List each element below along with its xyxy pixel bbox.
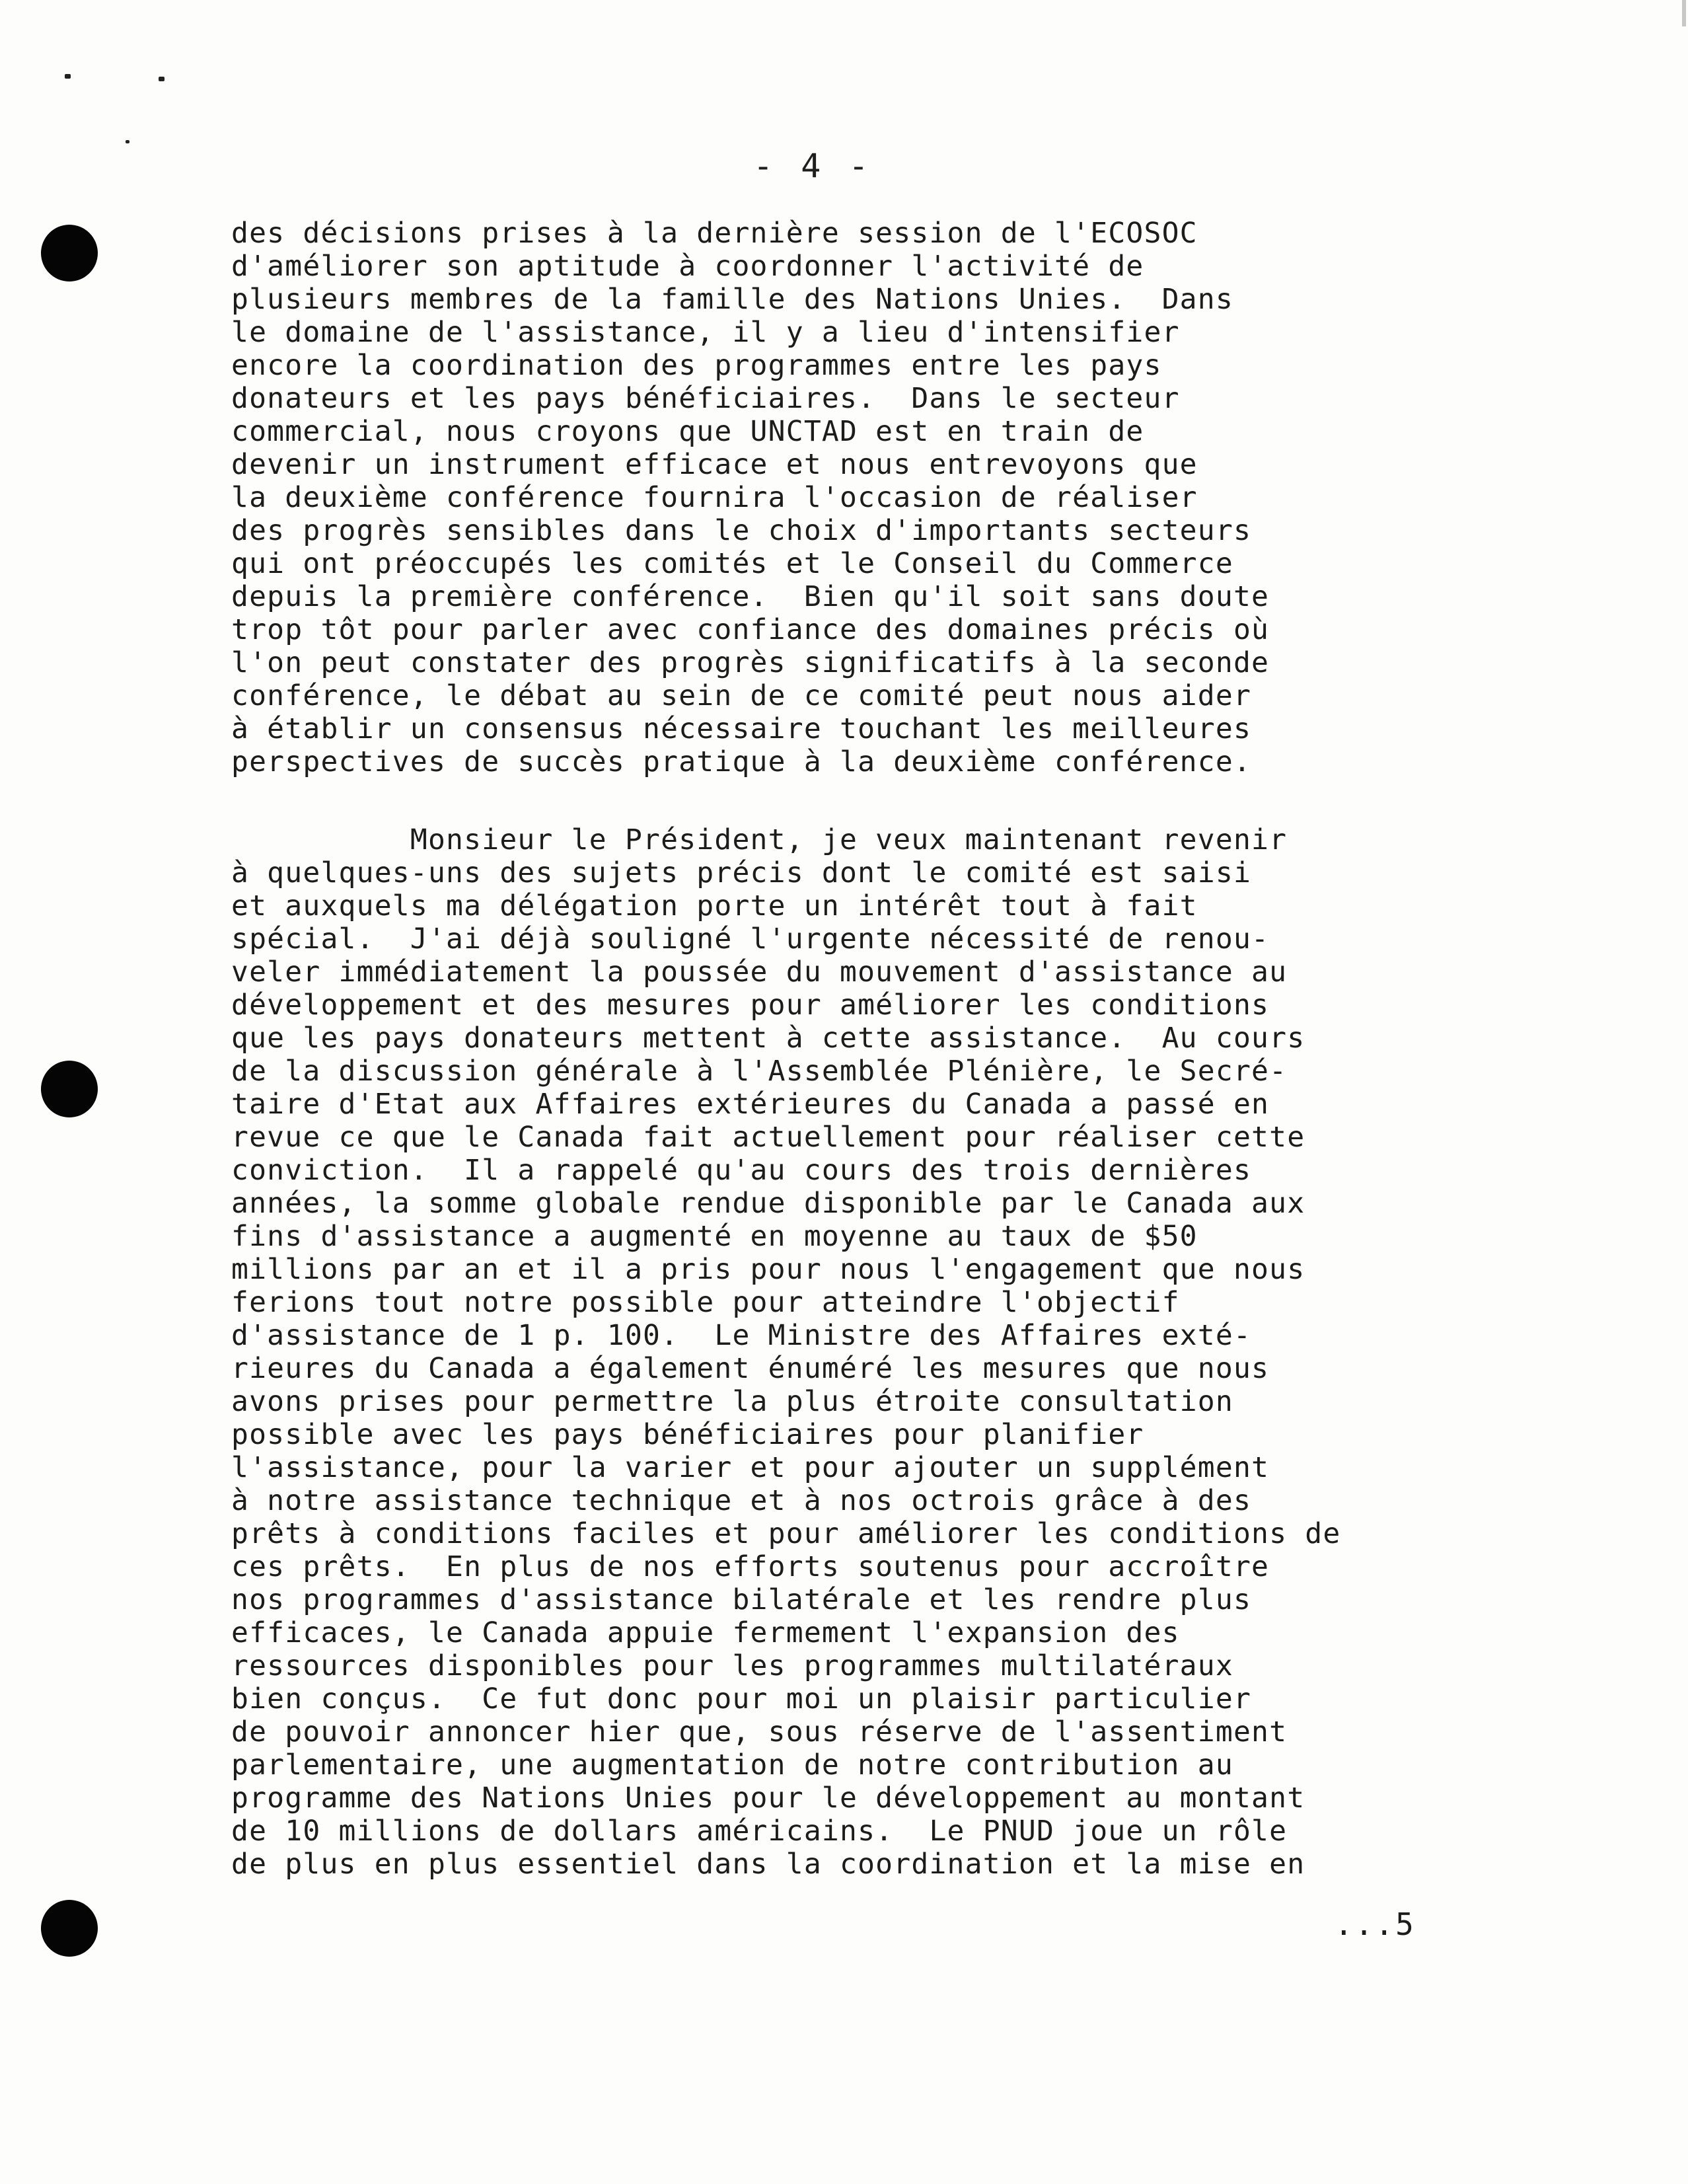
paragraph-1 — [231, 217, 1480, 778]
text-line: rieures du Canada a également énuméré les mesures que nous — [231, 1352, 1270, 1385]
scan-speck — [65, 74, 71, 79]
text-line: d'assistance de 1 p. 100. Le Ministre des Affaires exté- — [231, 1319, 1252, 1352]
text-line: commercial, nous croyons que UNCTAD est en train de — [231, 415, 1144, 448]
text-line: devenir un instrument efficace et nous entrevoyons que — [231, 448, 1198, 481]
text-line: efficaces, le Canada appuie fermement l'expansion des — [231, 1616, 1180, 1649]
text-line: l'on peut constater des progrès significatifs à la seconde — [231, 646, 1270, 679]
punch-hole-top — [41, 225, 98, 282]
text-line: à notre assistance technique et à nos octrois grâce à des — [231, 1484, 1252, 1517]
text-line: conférence, le débat au sein de ce comité peut nous aider — [231, 679, 1252, 712]
scan-speck — [159, 77, 165, 81]
text-line: l'assistance, pour la varier et pour ajouter un supplément — [231, 1451, 1270, 1484]
text-line: donateurs et les pays bénéficiaires. Dans le secteur — [231, 382, 1180, 415]
text-line: ferions tout notre possible pour atteindre l'objectif — [231, 1286, 1180, 1319]
text-line: millions par an et il a pris pour nous l'engagement que nous — [231, 1253, 1305, 1286]
text-line: bien conçus. Ce fut donc pour moi un plaisir particulier — [231, 1682, 1252, 1715]
text-line: revue ce que le Canada fait actuellement pour réaliser cette — [231, 1121, 1305, 1154]
text-line: veler immédiatement la poussée du mouvement d'assistance au — [231, 956, 1288, 989]
text-line: encore la coordination des programmes entre les pays — [231, 349, 1162, 382]
text-line: taire d'Etat aux Affaires extérieures du Canada a passé en — [231, 1088, 1270, 1121]
text-line: le domaine de l'assistance, il y a lieu d'intensifier — [231, 316, 1180, 349]
text-line: avons prises pour permettre la plus étroite consultation — [231, 1385, 1233, 1418]
page-number: - 4 - — [753, 147, 873, 185]
text-line: programme des Nations Unies pour le développement au montant — [231, 1782, 1305, 1815]
continuation-marker: ...5 — [1335, 1906, 1416, 1942]
text-line: conviction. Il a rappelé qu'au cours des trois dernières — [231, 1154, 1252, 1187]
text-line: et auxquels ma délégation porte un intérêt tout à fait — [231, 889, 1198, 923]
text-line: à quelques-uns des sujets précis dont le comité est saisi — [231, 856, 1252, 889]
text-line: des progrès sensibles dans le choix d'importants secteurs — [231, 514, 1252, 547]
text-line: prêts à conditions faciles et pour améliorer les conditions de — [231, 1517, 1341, 1550]
text-line: qui ont préoccupés les comités et le Conseil du Commerce — [231, 547, 1233, 580]
text-line: de pouvoir annoncer hier que, sous réserve de l'assentiment — [231, 1715, 1288, 1749]
text-line: de 10 millions de dollars américains. Le PNUD joue un rôle — [231, 1815, 1288, 1848]
paragraph-spacer — [231, 778, 1480, 823]
text-line: possible avec les pays bénéficiaires pour planifier — [231, 1418, 1144, 1451]
text-line: développement et des mesures pour améliorer les conditions — [231, 989, 1270, 1022]
punch-hole-middle — [41, 1061, 98, 1117]
body-text — [231, 217, 1480, 1881]
text-line: spécial. J'ai déjà souligné l'urgente nécessité de renou- — [231, 923, 1270, 956]
text-line: des décisions prises à la dernière session de l'ECOSOC — [231, 217, 1198, 250]
text-line: ces prêts. En plus de nos efforts soutenus pour accroître — [231, 1550, 1270, 1583]
punch-hole-bottom — [41, 1900, 98, 1957]
text-line: perspectives de succès pratique à la deuxième conférence. — [231, 745, 1252, 778]
text-line: plusieurs membres de la famille des Nations Unies. Dans — [231, 283, 1233, 316]
text-line: d'améliorer son aptitude à coordonner l'activité de — [231, 250, 1144, 283]
text-line: parlementaire, une augmentation de notre contribution au — [231, 1749, 1233, 1782]
text-line: fins d'assistance a augmenté en moyenne au taux de $50 — [231, 1220, 1198, 1253]
text-line: à établir un consensus nécessaire touchant les meilleures — [231, 712, 1252, 745]
text-line: que les pays donateurs mettent à cette assistance. Au cours — [231, 1022, 1305, 1055]
text-line: Monsieur le Président, je veux maintenant revenir — [231, 823, 1288, 856]
text-line: de la discussion générale à l'Assemblée Plénière, le Secré- — [231, 1055, 1288, 1088]
text-line: de plus en plus essentiel dans la coordination et la mise en — [231, 1848, 1305, 1881]
text-line: depuis la première conférence. Bien qu'il soit sans doute — [231, 580, 1270, 613]
text-line: la deuxième conférence fournira l'occasion de réaliser — [231, 481, 1198, 514]
scan-speck — [126, 140, 129, 143]
paragraph-2 — [231, 823, 1480, 1881]
scan-edge-mark — [1682, 0, 1686, 26]
text-line: nos programmes d'assistance bilatérale et les rendre plus — [231, 1583, 1252, 1616]
text-line: années, la somme globale rendue disponible par le Canada aux — [231, 1187, 1305, 1220]
text-line: trop tôt pour parler avec confiance des domaines précis où — [231, 613, 1270, 646]
text-line: ressources disponibles pour les programmes multilatéraux — [231, 1649, 1233, 1682]
